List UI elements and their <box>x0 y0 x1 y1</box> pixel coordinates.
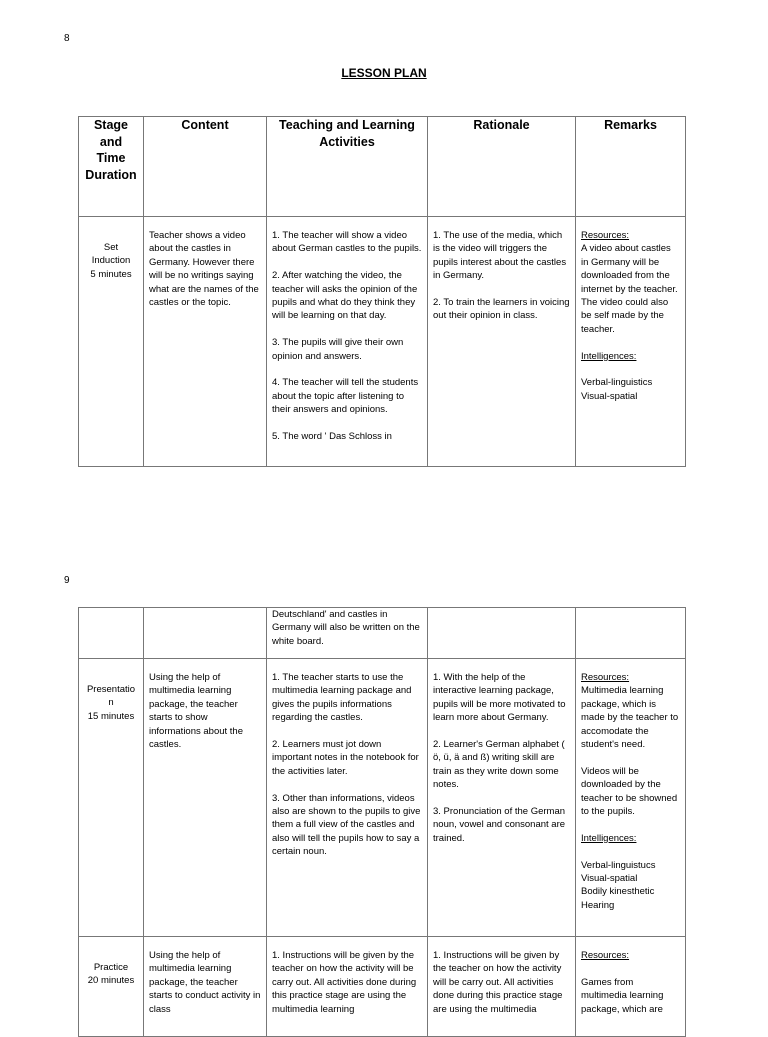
set-induction-stage: Set Induction 5 minutes <box>79 217 144 467</box>
header-activities: Teaching and Learning Activities <box>267 117 428 217</box>
presentation-remarks: Resources: Multimedia learning package, which is made by the teacher to accomodate the student's need. Videos will be downloaded by the teacher to be showned to the pupils. Intelligences: Verbal-linguistucs Visual-spatial Bodily kinesthetic Hearing <box>576 659 686 937</box>
resources-label: Resources: <box>581 672 630 683</box>
set-induction-content: Teacher shows a video about the castles in Germany. However there will be no writings saying what are the names of the castles or the topic. <box>144 217 267 467</box>
lesson-plan-table-page-9 <box>78 607 686 1037</box>
resources-label: Resources: <box>581 950 630 961</box>
practice-row <box>79 937 686 1037</box>
practice-activities: 1. Instructions will be given by the teacher on how the activity will be carry out. All activities done during this practice stage are using the multimedia learning <box>267 937 428 1037</box>
header-remarks: Remarks <box>576 117 686 217</box>
presentation-stage: Presentatio n 15 minutes <box>79 659 144 937</box>
header-content: Content <box>144 117 267 217</box>
page-number: 8 <box>64 33 70 44</box>
lesson-plan-table-page-8 <box>78 116 686 467</box>
continuation-row <box>79 608 686 659</box>
presentation-rationale: 1. With the help of the interactive learning package, pupils will be more motivated to learn more about Germany. 2. Learner's German alphabet ( ö, ü, ä and ß) writing skill are train as they write down some notes. 3. Pronunciation of the German noun, vowel and consonant are trained. <box>428 659 576 937</box>
intelligences-label: Intelligences: <box>581 832 637 844</box>
continuation-activities: Deutschland' and castles in Germany will also be written on the white board. <box>267 608 428 659</box>
presentation-row <box>79 659 686 937</box>
set-induction-remarks: Resources: A video about castles in Germany will be downloaded from the internet by the teacher. The video could also be self made by the teacher. Intelligences: Verbal-linguistics Visual-spatial <box>576 217 686 467</box>
resources-label: Resources: <box>581 230 630 241</box>
presentation-content: Using the help of multimedia learning package, the teacher starts to show informations about the castles. <box>144 659 267 937</box>
set-induction-rationale: 1. The use of the media, which is the video will triggers the pupils interest about the castles in Germany. 2. To train the learners in voicing out their opinion in class. <box>428 217 576 467</box>
practice-rationale: 1. Instructions will be given by the teacher on how the activity will be carry out. All activities done during this practice stage are using the multimedia <box>428 937 576 1037</box>
header-stage: Stage and Time Duration <box>79 117 144 217</box>
presentation-activities: 1. The teacher starts to use the multimedia learning package and gives the pupils informations regarding the castles. 2. Learners must jot down important notes in the notebook for the activities later. 3. Other than informations, videos also are shown to the pupils to give them a full view of the castles and also will tell the pupils how to say a certain noun. <box>267 659 428 937</box>
practice-content: Using the help of multimedia learning package, the teacher starts to conduct activity in class <box>144 937 267 1037</box>
set-induction-activities: 1. The teacher will show a video about German castles to the pupils. 2. After watching the video, the teacher will asks the opinion of the pupils and what do they think they will be learning on that day. 3. The pupils will give their own opinion and answers. 4. The teacher will tell the students about the topic after listening to their answers and opinions. 5. The word ' Das Schloss in <box>267 217 428 467</box>
intelligences-label: Intelligences: <box>581 350 637 362</box>
page-title: LESSON PLAN <box>341 66 427 80</box>
set-induction-row <box>79 217 686 467</box>
practice-remarks: Resources: Games from multimedia learning package, which are <box>576 937 686 1037</box>
practice-stage: Practice 20 minutes <box>79 937 144 1037</box>
header-row <box>79 117 686 217</box>
header-rationale: Rationale <box>428 117 576 217</box>
page-number: 9 <box>64 575 70 586</box>
